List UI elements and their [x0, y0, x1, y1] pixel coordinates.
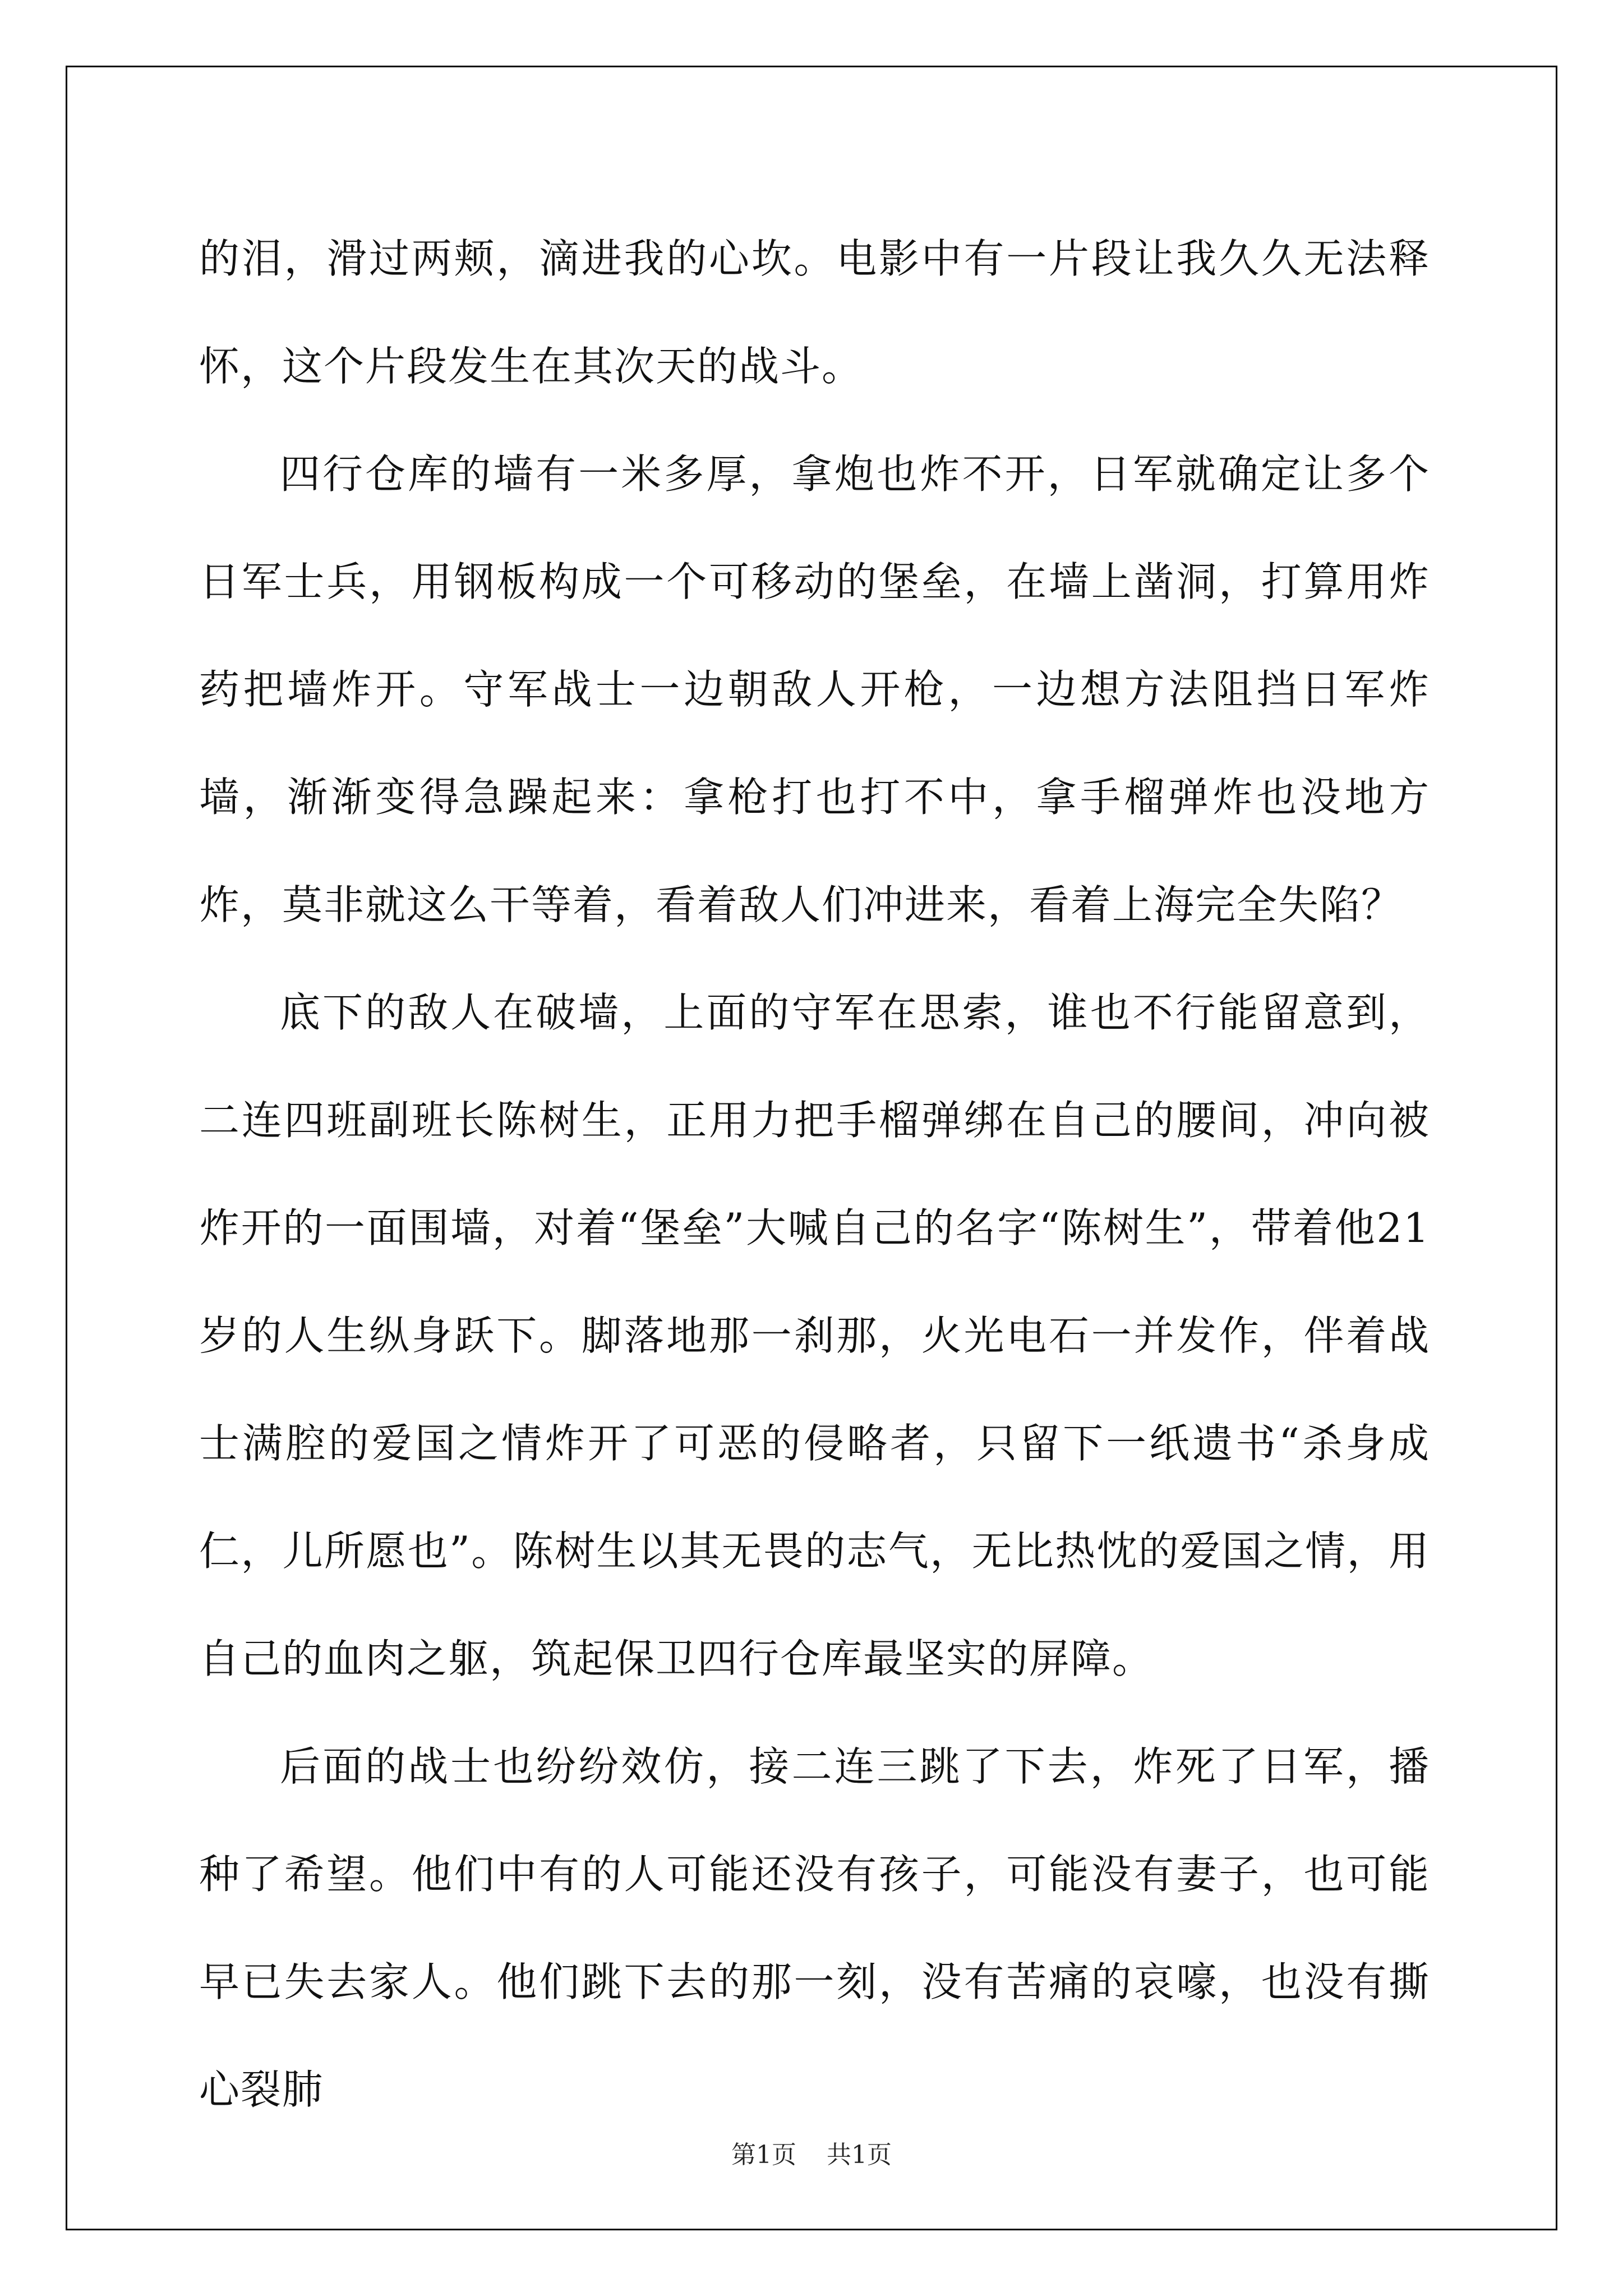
page-footer: [0, 2134, 1623, 2170]
paragraph-4: 后面的战士也纷纷效仿，接二连三跳了下去，炸死了日军，播种了希望。他们中有的人可能还没有孩子，可能没有妻子，也可能早已失去家人。他们跳下去的那一刻，没有苦痛的哀嚎，也没有撕心裂肺: [199, 1743, 1430, 2113]
paragraph-2: 四行仓库的墙有一米多厚，拿炮也炸不开，日军就确定让多个日军士兵，用钢板构成一个可移动的堡垒，在墙上凿洞，打算用炸药把墙炸开。守军战士一边朝敌人开枪，一边想方法阻挡日军炸墙，渐渐变得急躁起来：拿枪打也打不中，拿手榴弹炸也没地方炸，莫非就这么干等着，看着敌人们冲进来，看着上海完全失陷？: [199, 450, 1430, 928]
page-number: 第1页: [731, 2141, 796, 2169]
paragraph-3: 底下的敌人在破墙，上面的守军在思索，谁也不行能留意到，二连四班副班长陈树生，正用力把手榴弹绑在自己的腰间，冲向被炸开的一面围墙，对着“堡垒”大喊自己的名字“陈树生”，带着他21岁的人生纵身跃下。脚落地那一刹那，火光电石一并发作，伴着战士满腔的爱国之情炸开了可恶的侵略者，只留下一纸遗书“杀身成仁，儿所愿也”。陈树生以其无畏的志气，无比热忱的爱国之情，用自己的血肉之躯，筑起保卫四行仓库最坚实的屏障。: [199, 989, 1430, 1682]
document-body: [199, 205, 1430, 2143]
paragraph-1: 的泪，滑过两颊，滴进我的心坎。电影中有一片段让我久久无法释怀，这个片段发生在其次天的战斗。: [199, 235, 1430, 390]
page-total: 共1页: [827, 2141, 892, 2169]
